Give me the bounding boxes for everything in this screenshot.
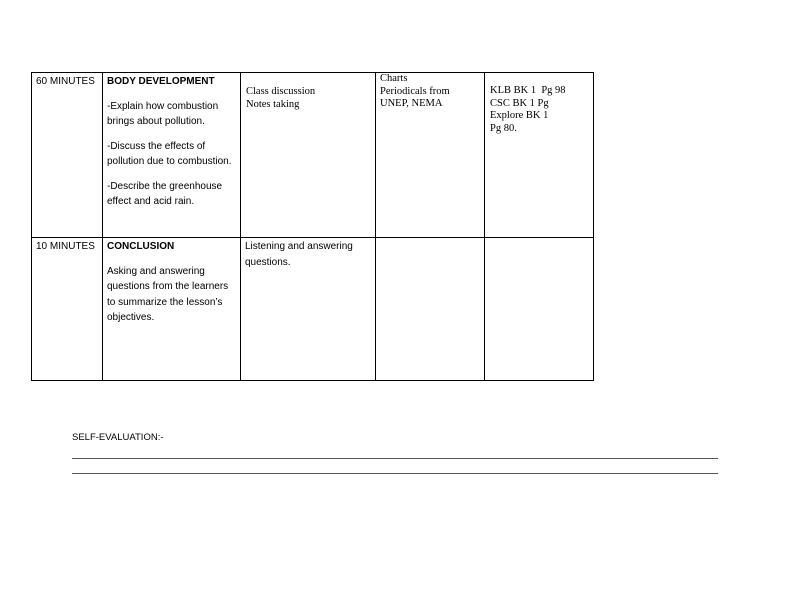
activities-cell xyxy=(241,73,376,238)
reference-line: Explore BK 1 xyxy=(490,110,549,121)
table-row xyxy=(32,238,594,381)
resource-line: Charts xyxy=(380,73,408,84)
reference-line: CSC BK 1 Pg xyxy=(490,97,549,109)
time-label: 60 MINUTES xyxy=(36,76,95,87)
activities-cell xyxy=(241,238,376,381)
references-cell xyxy=(485,73,594,238)
answer-line xyxy=(72,473,718,474)
section-heading: BODY DEVELOPMENT xyxy=(107,76,215,87)
content-paragraph: -Explain how combustion brings about pollution. xyxy=(107,100,219,127)
answer-line xyxy=(72,458,718,459)
activity-line: Listening and answering questions. xyxy=(245,241,353,268)
activity-line: Notes taking xyxy=(246,98,300,110)
reference-line: KLB BK 1 Pg 98 xyxy=(490,85,566,96)
section-heading: CONCLUSION xyxy=(107,241,175,252)
activity-line: Class discussion xyxy=(246,86,316,97)
resource-line: Periodicals from xyxy=(380,85,450,97)
table-row xyxy=(32,73,594,238)
content-cell xyxy=(103,238,241,381)
time-cell xyxy=(32,73,103,238)
references-cell xyxy=(485,238,594,381)
resources-cell xyxy=(376,73,485,238)
resource-line: UNEP, NEMA xyxy=(380,98,443,109)
content-paragraph: -Discuss the effects of pollution due to combustion. xyxy=(107,140,232,167)
self-evaluation-label: SELF-EVALUATION:- xyxy=(72,432,164,443)
content-cell xyxy=(103,73,241,238)
lesson-plan-table xyxy=(31,72,594,381)
resources-cell xyxy=(376,238,485,381)
time-cell xyxy=(32,238,103,381)
time-label: 10 MINUTES xyxy=(36,241,95,252)
reference-line: Pg 80. xyxy=(490,122,517,134)
content-paragraph: -Describe the greenhouse effect and acid rain. xyxy=(107,180,223,207)
content-paragraph: Asking and answering questions from the learners to summarize the lesson’s objectives. xyxy=(107,265,229,323)
